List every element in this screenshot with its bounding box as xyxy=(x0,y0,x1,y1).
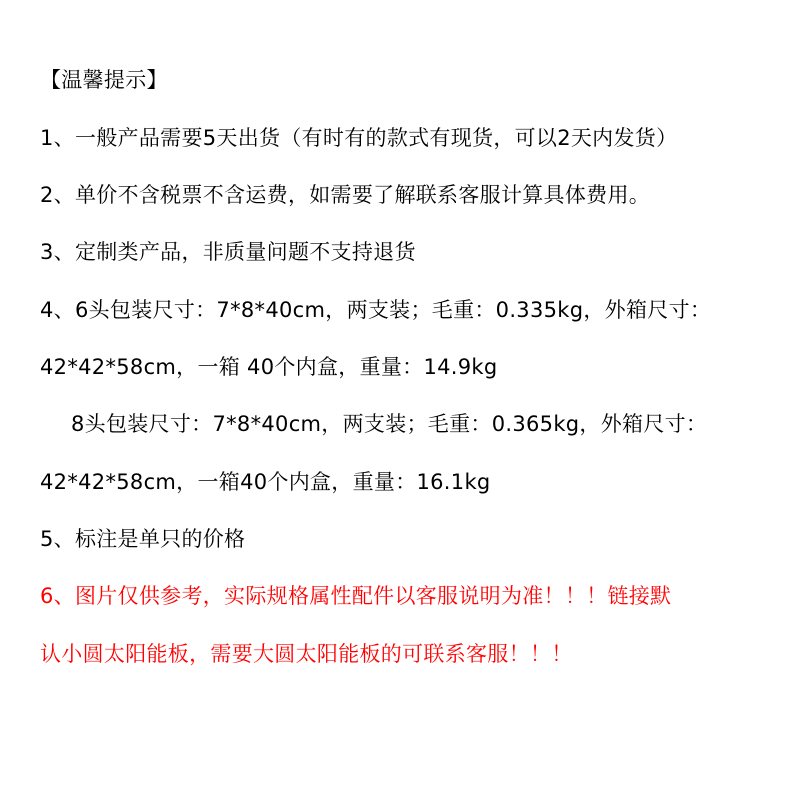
notice-line-5: 5、标注是单只的价格 xyxy=(40,527,246,551)
notice-heading: 【温馨提示】 xyxy=(40,68,168,92)
notice-line-2: 2、单价不含税票不含运费，如需要了解联系客服计算具体费用。 xyxy=(40,183,651,207)
notice-line-4-eight-head-continued: 42*42*58cm，一箱40个内盒，重量：16.1kg xyxy=(40,470,491,494)
notice-line-6-continued: 认小圆太阳能板，需要大圆太阳能板的可联系客服！！！ xyxy=(40,642,573,666)
notice-line-3: 3、定制类产品，非质量问题不支持退货 xyxy=(40,240,416,264)
notice-line-4: 4、6头包装尺寸：7*8*40cm，两支装；毛重：0.335kg，外箱尺寸： xyxy=(40,298,712,322)
notice-line-4-continued: 42*42*58cm，一箱 40个内盒，重量：14.9kg xyxy=(40,355,498,379)
notice-line-1: 1、一般产品需要5天出货（有时有的款式有现货，可以2天内发货） xyxy=(40,126,678,150)
notice-line-4-eight-head: 8头包装尺寸：7*8*40cm，两支装；毛重：0.365kg，外箱尺寸： xyxy=(71,412,708,436)
notice-line-6: 6、图片仅供参考，实际规格属性配件以客服说明为准！！！链接默 xyxy=(40,584,672,608)
